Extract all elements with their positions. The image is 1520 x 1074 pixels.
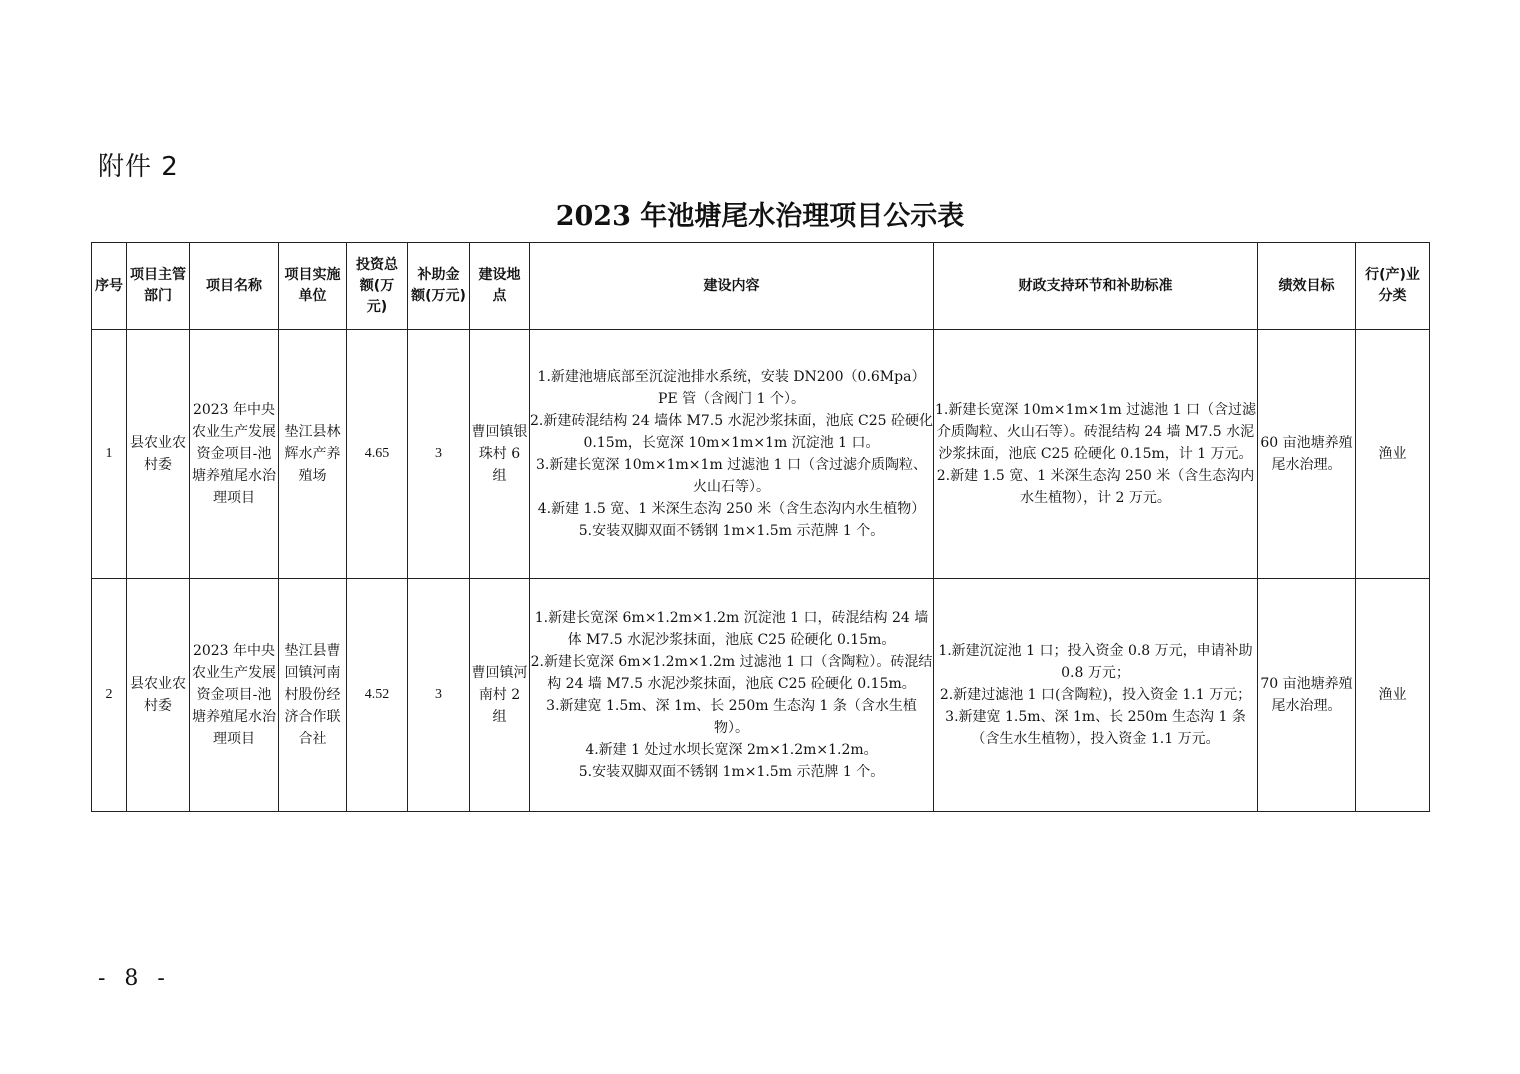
content-item: 4.新建 1.5 宽、1 米深生态沟 250 米（含生态沟内水生植物） bbox=[537, 501, 926, 517]
table-header-row bbox=[92, 243, 1430, 330]
header-unit: 项目实施单位 bbox=[279, 243, 347, 330]
cell-location: 曹回镇河南村 2 组 bbox=[470, 579, 530, 812]
cell-category: 渔业 bbox=[1356, 579, 1430, 812]
finance-item: 3.新建宽 1.5m、深 1m、长 250m 生态沟 1 条（含生水生植物），投入资金 1.1 万元。 bbox=[945, 709, 1246, 747]
table-row bbox=[92, 579, 1430, 812]
cell-location: 曹回镇银珠村 6 组 bbox=[470, 330, 530, 579]
header-category: 行(产)业分类 bbox=[1356, 243, 1430, 330]
content-item: 2.新建砖混结构 24 墙体 M7.5 水泥沙浆抹面，池底 C25 砼硬化 0.15m，长宽深 10m×1m×1m 沉淀池 1 口。 bbox=[530, 413, 933, 451]
cell-goal: 60 亩池塘养殖尾水治理。 bbox=[1258, 330, 1356, 579]
content-item: 3.新建宽 1.5m、深 1m、长 250m 生态沟 1 条（含水生植物）。 bbox=[546, 698, 917, 736]
cell-goal: 70 亩池塘养殖尾水治理。 bbox=[1258, 579, 1356, 812]
finance-item: 2.新建过滤池 1 口(含陶粒)，投入资金 1.1 万元； bbox=[939, 687, 1252, 703]
header-subsidy: 补助金额(万元) bbox=[408, 243, 470, 330]
header-finance: 财政支持环节和补助标准 bbox=[934, 243, 1258, 330]
cell-seq: 2 bbox=[92, 579, 127, 812]
content-item: 4.新建 1 处过水坝长宽深 2m×1.2m×1.2m。 bbox=[585, 742, 878, 758]
header-location: 建设地点 bbox=[470, 243, 530, 330]
cell-unit: 垫江县曹回镇河南村股份经济合作联合社 bbox=[279, 579, 347, 812]
content-item: 5.安装双脚双面不锈钢 1m×1.5m 示范牌 1 个。 bbox=[578, 523, 885, 539]
header-invest: 投资总额(万元) bbox=[347, 243, 408, 330]
cell-dept: 县农业农村委 bbox=[127, 579, 190, 812]
header-content: 建设内容 bbox=[530, 243, 934, 330]
content-item: 2.新建长宽深 6m×1.2m×1.2m 过滤池 1 口（含陶粒）。砖混结构 24 墙 M7.5 水泥沙浆抹面，池底 C25 砼硬化 0.15m。 bbox=[530, 654, 933, 692]
cell-finance bbox=[934, 330, 1258, 579]
document-title: 2023 年池塘尾水治理项目公示表 bbox=[555, 201, 965, 232]
cell-name: 2023 年中央农业生产发展资金项目-池塘养殖尾水治理项目 bbox=[190, 579, 279, 812]
content-item: 1.新建长宽深 6m×1.2m×1.2m 沉淀池 1 口，砖混结构 24 墙体 M7.5 水泥沙浆抹面，池底 C25 砼硬化 0.15m。 bbox=[534, 610, 929, 648]
cell-invest: 4.52 bbox=[347, 579, 408, 812]
cell-invest: 4.65 bbox=[347, 330, 408, 579]
content-item: 1.新建池塘底部至沉淀池排水系统，安装 DN200（0.6Mpa）PE 管（含阀门 1 个）。 bbox=[537, 369, 926, 407]
content-item: 5.安装双脚双面不锈钢 1m×1.5m 示范牌 1 个。 bbox=[578, 764, 885, 780]
content-item: 3.新建长宽深 10m×1m×1m 过滤池 1 口（含过滤介质陶粒、火山石等）。 bbox=[536, 457, 927, 495]
cell-finance bbox=[934, 579, 1258, 812]
cell-subsidy: 3 bbox=[408, 330, 470, 579]
header-name: 项目名称 bbox=[190, 243, 279, 330]
header-dept: 项目主管部门 bbox=[127, 243, 190, 330]
cell-content bbox=[530, 579, 934, 812]
table-row bbox=[92, 330, 1430, 579]
cell-subsidy: 3 bbox=[408, 579, 470, 812]
cell-seq: 1 bbox=[92, 330, 127, 579]
cell-content bbox=[530, 330, 934, 579]
cell-name: 2023 年中央农业生产发展资金项目-池塘养殖尾水治理项目 bbox=[190, 330, 279, 579]
cell-dept: 县农业农村委 bbox=[127, 330, 190, 579]
finance-item: 2.新建 1.5 宽、1 米深生态沟 250 米（含生态沟内水生植物），计 2 万元。 bbox=[936, 468, 1255, 506]
page-number: - 8 - bbox=[98, 966, 171, 991]
cell-unit: 垫江县林辉水产养殖场 bbox=[279, 330, 347, 579]
attachment-label: 附件 2 bbox=[98, 152, 179, 182]
header-seq: 序号 bbox=[92, 243, 127, 330]
finance-item: 1.新建沉淀池 1 口；投入资金 0.8 万元，申请补助 0.8 万元； bbox=[938, 643, 1253, 681]
finance-item: 1.新建长宽深 10m×1m×1m 过滤池 1 口（含过滤介质陶粒、火山石等）。砖混结构 24 墙 M7.5 水泥沙浆抹面，池底 C25 砼硬化 0.15m，计 1 万元。 bbox=[935, 402, 1256, 462]
cell-category: 渔业 bbox=[1356, 330, 1430, 579]
project-table bbox=[91, 242, 1430, 812]
header-goal: 绩效目标 bbox=[1258, 243, 1356, 330]
